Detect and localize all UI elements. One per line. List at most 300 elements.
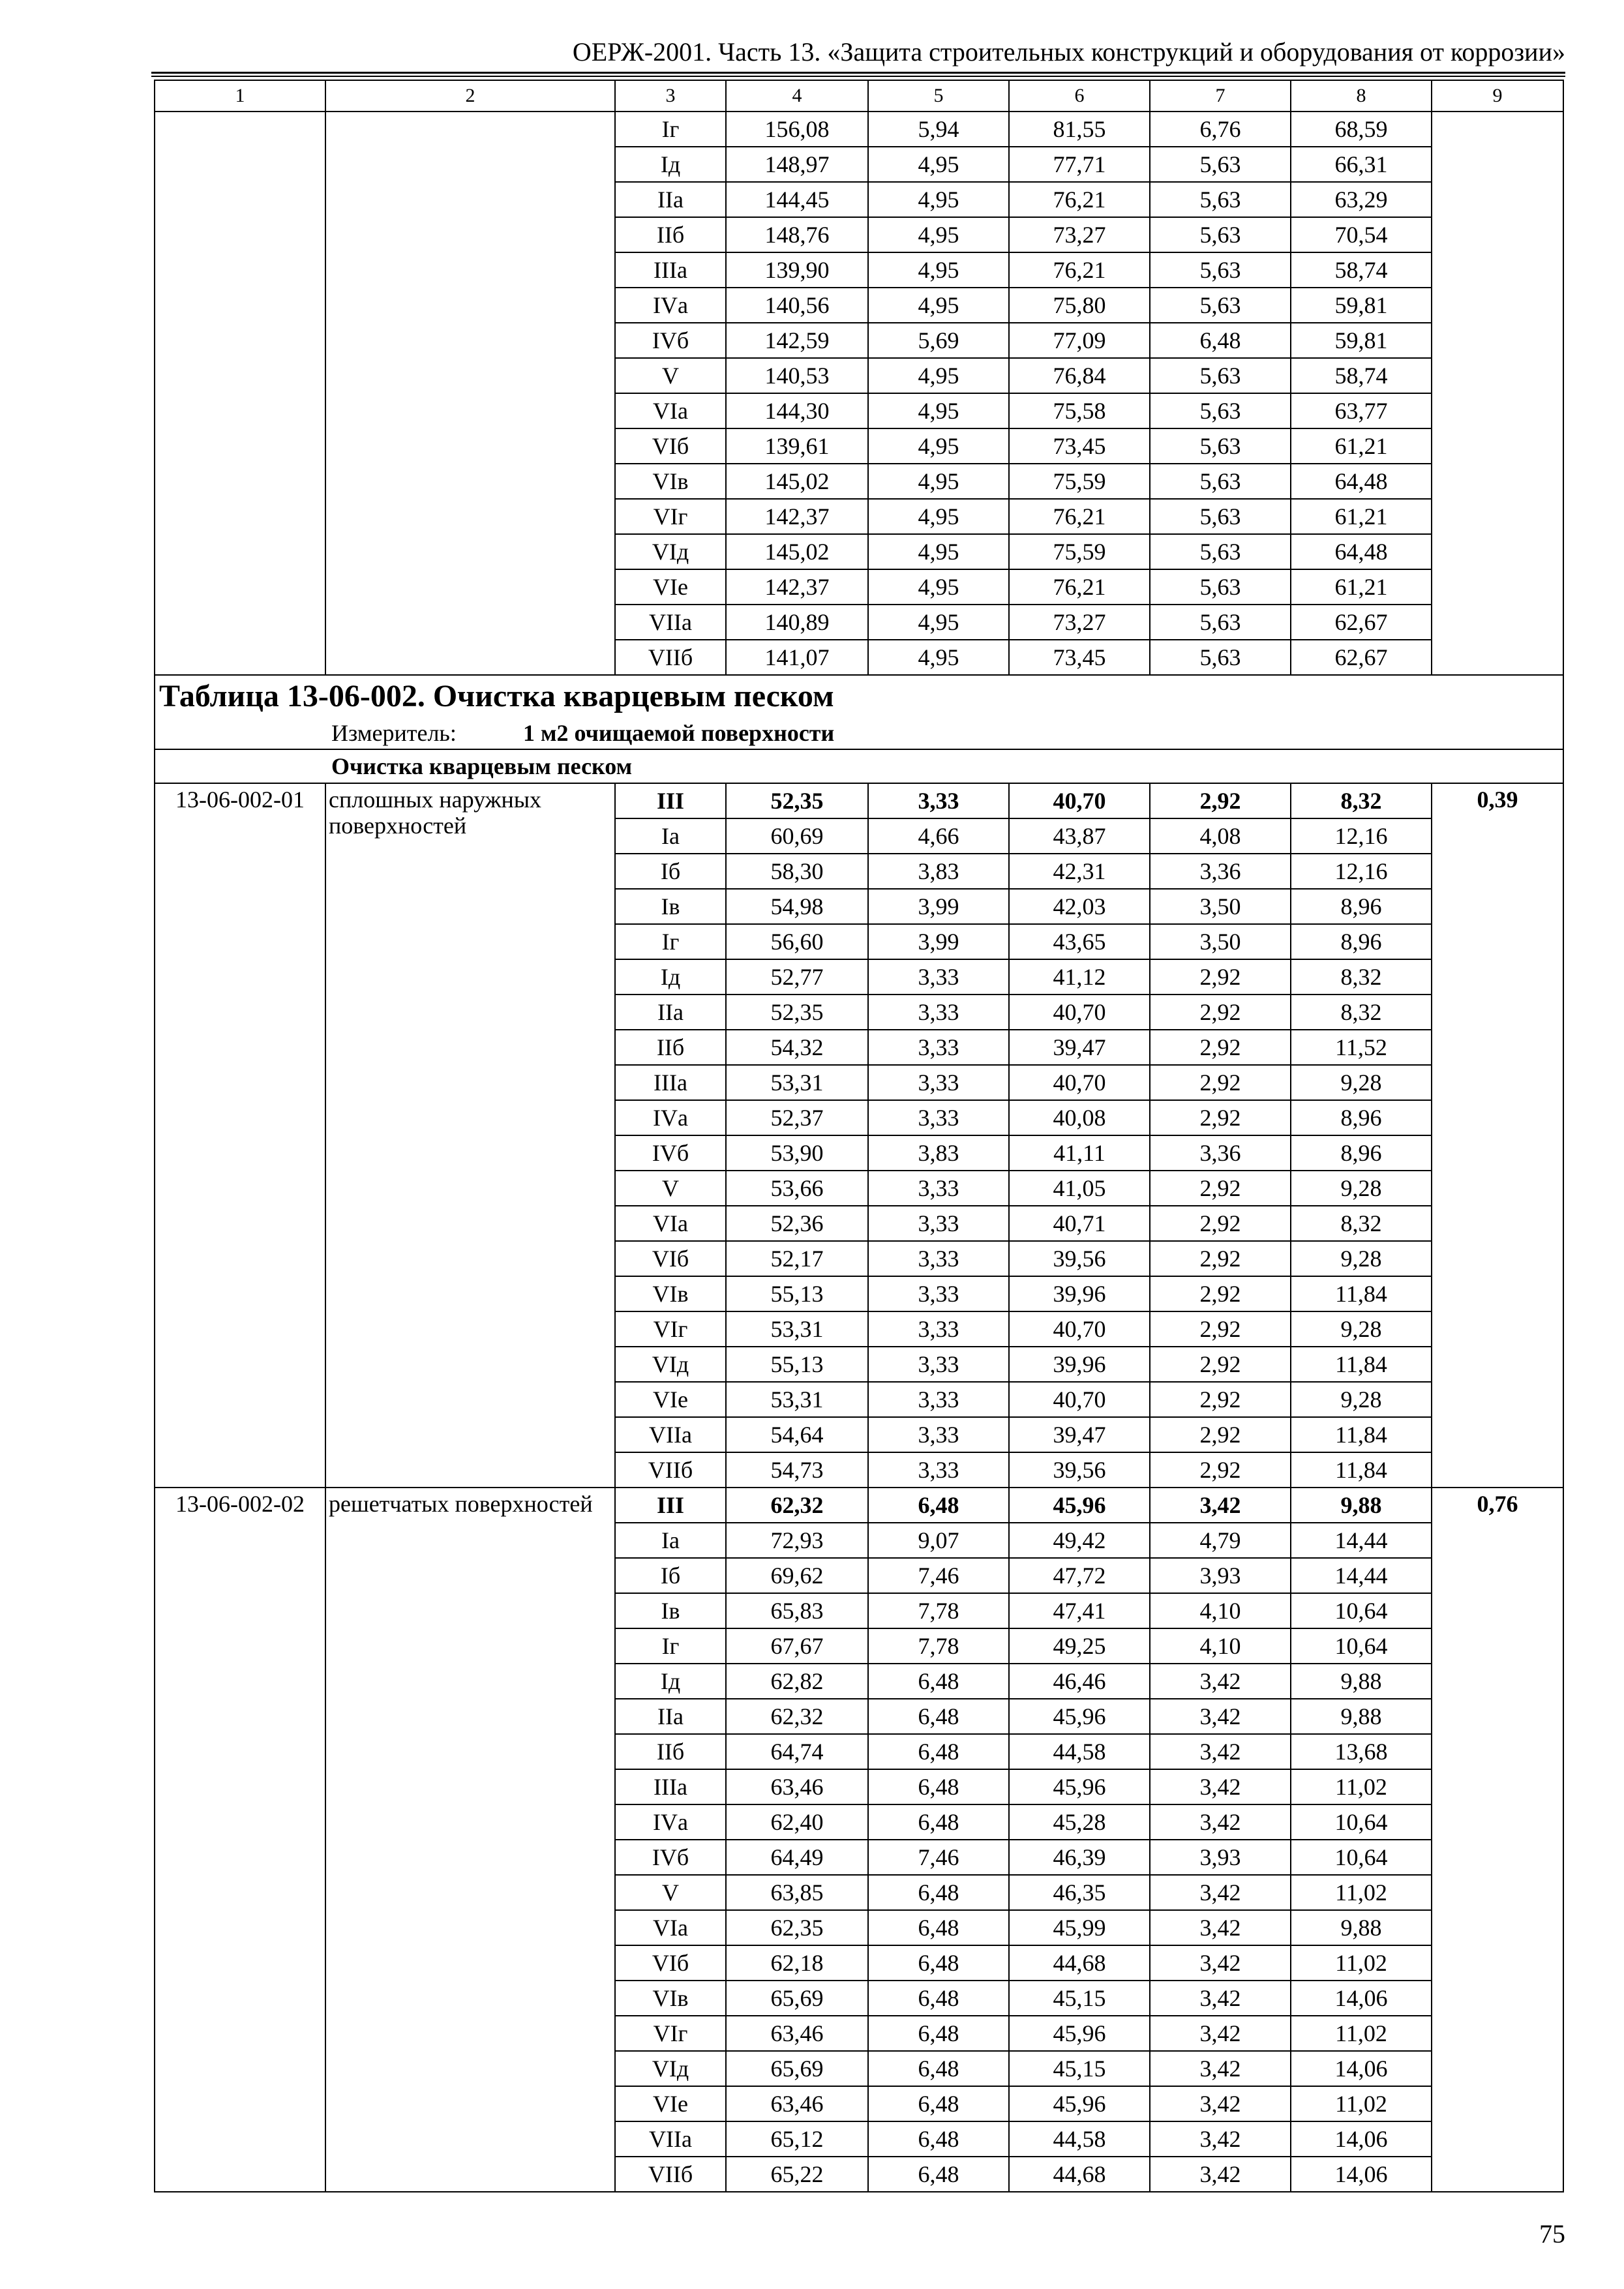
value-cell: 142,37 <box>726 569 868 605</box>
meter-value: 1 м2 очищаемой поверхности <box>523 720 835 746</box>
zone-cell: Iд <box>615 1664 726 1699</box>
value-cell: 3,50 <box>1150 889 1291 924</box>
value-cell: 4,95 <box>868 464 1009 499</box>
value-cell: 41,12 <box>1009 959 1150 995</box>
value-cell: 59,81 <box>1291 323 1432 358</box>
value-cell: 77,09 <box>1009 323 1150 358</box>
value-cell: 3,42 <box>1150 1945 1291 1981</box>
value-cell: 70,54 <box>1291 217 1432 252</box>
value-cell: 6,48 <box>868 2086 1009 2121</box>
zone-cell: IIIа <box>615 252 726 288</box>
value-cell: 3,33 <box>868 959 1009 995</box>
value-cell: 3,33 <box>868 1347 1009 1382</box>
value-cell: 52,35 <box>726 995 868 1030</box>
value-cell: 3,93 <box>1150 1558 1291 1593</box>
value-cell: 63,46 <box>726 2086 868 2121</box>
value-cell: 3,42 <box>1150 2016 1291 2051</box>
value-cell: 40,08 <box>1009 1100 1150 1135</box>
zone-cell: VIд <box>615 534 726 569</box>
value-cell: 10,64 <box>1291 1840 1432 1875</box>
value-cell: 39,56 <box>1009 1241 1150 1276</box>
value-cell: 9,07 <box>868 1523 1009 1558</box>
zone-cell: IIб <box>615 217 726 252</box>
value-cell: 5,63 <box>1150 605 1291 640</box>
value-cell: 10,64 <box>1291 1593 1432 1628</box>
value-cell: 3,42 <box>1150 1488 1291 1523</box>
value-cell: 9,28 <box>1291 1241 1432 1276</box>
value-cell: 2,92 <box>1150 1030 1291 1065</box>
zone-cell: VIа <box>615 1206 726 1241</box>
value-cell: 46,46 <box>1009 1664 1150 1699</box>
value-cell: 4,08 <box>1150 818 1291 854</box>
column-number: 3 <box>615 80 726 112</box>
zone-cell: VIIа <box>615 605 726 640</box>
value-cell: 13,68 <box>1291 1734 1432 1769</box>
value-cell: 14,06 <box>1291 2121 1432 2157</box>
value-cell: 10,64 <box>1291 1628 1432 1664</box>
value-cell: 73,27 <box>1009 217 1150 252</box>
value-cell: 4,95 <box>868 393 1009 428</box>
value-cell: 5,63 <box>1150 499 1291 534</box>
zone-cell: IIIа <box>615 1065 726 1100</box>
value-cell: 40,70 <box>1009 1382 1150 1417</box>
value-cell: 2,92 <box>1150 995 1291 1030</box>
value-cell: 5,63 <box>1150 393 1291 428</box>
value-cell: 75,80 <box>1009 288 1150 323</box>
value-cell: 4,95 <box>868 499 1009 534</box>
value-cell: 65,12 <box>726 2121 868 2157</box>
value-cell: 6,48 <box>868 1910 1009 1945</box>
zone-cell: IVб <box>615 1135 726 1171</box>
zone-cell: VIе <box>615 2086 726 2121</box>
value-cell: 45,15 <box>1009 2051 1150 2086</box>
value-cell: 3,42 <box>1150 1804 1291 1840</box>
value-cell: 11,84 <box>1291 1452 1432 1488</box>
value-cell: 76,21 <box>1009 252 1150 288</box>
value-cell: 3,33 <box>868 1171 1009 1206</box>
value-cell: 9,88 <box>1291 1488 1432 1523</box>
value-cell: 45,96 <box>1009 1488 1150 1523</box>
value-cell: 6,48 <box>1150 323 1291 358</box>
value-cell: 9,28 <box>1291 1311 1432 1347</box>
value-cell: 3,99 <box>868 889 1009 924</box>
value-cell: 67,67 <box>726 1628 868 1664</box>
zone-cell: Iа <box>615 1523 726 1558</box>
value-cell: 58,74 <box>1291 252 1432 288</box>
value-cell: 46,39 <box>1009 1840 1150 1875</box>
value-cell: 3,42 <box>1150 1875 1291 1910</box>
table-title: Таблица 13-06-002. Очистка кварцевым песком <box>155 675 1563 717</box>
zone-cell: VIб <box>615 1945 726 1981</box>
value-cell: 3,50 <box>1150 924 1291 959</box>
value-cell: 6,48 <box>868 1734 1009 1769</box>
empty-cell <box>1432 112 1563 675</box>
value-cell: 61,21 <box>1291 428 1432 464</box>
value-cell: 144,30 <box>726 393 868 428</box>
value-cell: 2,92 <box>1150 1311 1291 1347</box>
value-cell: 72,93 <box>726 1523 868 1558</box>
value-cell: 5,63 <box>1150 569 1291 605</box>
zone-cell: VIа <box>615 1910 726 1945</box>
page-number: 75 <box>1539 2219 1565 2249</box>
value-cell: 8,96 <box>1291 1100 1432 1135</box>
value-cell: 62,40 <box>726 1804 868 1840</box>
value-cell: 9,28 <box>1291 1171 1432 1206</box>
value-cell: 3,42 <box>1150 2157 1291 2192</box>
zone-cell: III <box>615 1488 726 1523</box>
column-number: 5 <box>868 80 1009 112</box>
item-col9: 0,76 <box>1432 1488 1563 2192</box>
value-cell: 141,07 <box>726 640 868 675</box>
value-cell: 76,21 <box>1009 182 1150 217</box>
value-cell: 5,63 <box>1150 147 1291 182</box>
value-cell: 45,96 <box>1009 2086 1150 2121</box>
value-cell: 44,58 <box>1009 2121 1150 2157</box>
value-cell: 5,69 <box>868 323 1009 358</box>
zone-cell: VIд <box>615 1347 726 1382</box>
value-cell: 6,48 <box>868 2051 1009 2086</box>
zone-cell: VIе <box>615 1382 726 1417</box>
value-cell: 3,42 <box>1150 2051 1291 2086</box>
value-cell: 76,21 <box>1009 569 1150 605</box>
zone-cell: IIб <box>615 1030 726 1065</box>
value-cell: 3,33 <box>868 1206 1009 1241</box>
value-cell: 39,47 <box>1009 1417 1150 1452</box>
value-cell: 3,42 <box>1150 2121 1291 2157</box>
zone-cell: Iг <box>615 924 726 959</box>
value-cell: 54,64 <box>726 1417 868 1452</box>
zone-cell: IVа <box>615 288 726 323</box>
zone-cell: Iд <box>615 959 726 995</box>
value-cell: 3,33 <box>868 1030 1009 1065</box>
meter-label: Измеритель: <box>331 720 457 746</box>
value-cell: 2,92 <box>1150 1206 1291 1241</box>
value-cell: 142,59 <box>726 323 868 358</box>
zone-cell: VIIб <box>615 2157 726 2192</box>
value-cell: 4,10 <box>1150 1593 1291 1628</box>
zone-cell: IIа <box>615 995 726 1030</box>
value-cell: 53,90 <box>726 1135 868 1171</box>
value-cell: 9,88 <box>1291 1910 1432 1945</box>
value-cell: 14,44 <box>1291 1558 1432 1593</box>
value-cell: 53,31 <box>726 1065 868 1100</box>
section-title: Очистка кварцевым песком <box>155 749 1563 783</box>
item-name: решетчатых поверхностей <box>325 1488 615 2192</box>
value-cell: 45,15 <box>1009 1981 1150 2016</box>
zone-cell: VIб <box>615 1241 726 1276</box>
value-cell: 3,42 <box>1150 1981 1291 2016</box>
value-cell: 3,93 <box>1150 1840 1291 1875</box>
value-cell: 58,30 <box>726 854 868 889</box>
value-cell: 63,46 <box>726 1769 868 1804</box>
header-rule <box>151 72 1565 74</box>
zone-cell: VIIа <box>615 2121 726 2157</box>
value-cell: 3,42 <box>1150 1734 1291 1769</box>
zone-cell: VIг <box>615 1311 726 1347</box>
value-cell: 139,90 <box>726 252 868 288</box>
value-cell: 54,73 <box>726 1452 868 1488</box>
zone-cell: Iг <box>615 112 726 147</box>
value-cell: 2,92 <box>1150 1100 1291 1135</box>
value-cell: 3,83 <box>868 854 1009 889</box>
value-cell: 6,48 <box>868 1699 1009 1734</box>
value-cell: 2,92 <box>1150 1347 1291 1382</box>
value-cell: 2,92 <box>1150 959 1291 995</box>
value-cell: 3,42 <box>1150 1664 1291 1699</box>
value-cell: 140,56 <box>726 288 868 323</box>
value-cell: 62,32 <box>726 1699 868 1734</box>
value-cell: 5,63 <box>1150 534 1291 569</box>
value-cell: 139,61 <box>726 428 868 464</box>
value-cell: 62,67 <box>1291 640 1432 675</box>
value-cell: 2,92 <box>1150 1382 1291 1417</box>
value-cell: 144,45 <box>726 182 868 217</box>
value-cell: 61,21 <box>1291 569 1432 605</box>
value-cell: 65,83 <box>726 1593 868 1628</box>
value-cell: 39,96 <box>1009 1347 1150 1382</box>
value-cell: 62,35 <box>726 1910 868 1945</box>
value-cell: 4,10 <box>1150 1628 1291 1664</box>
value-cell: 6,48 <box>868 1488 1009 1523</box>
value-cell: 75,59 <box>1009 464 1150 499</box>
value-cell: 63,46 <box>726 2016 868 2051</box>
zone-cell: Iв <box>615 889 726 924</box>
value-cell: 8,32 <box>1291 959 1432 995</box>
value-cell: 11,02 <box>1291 2086 1432 2121</box>
value-cell: 3,33 <box>868 1452 1009 1488</box>
value-cell: 5,63 <box>1150 252 1291 288</box>
zone-cell: Iб <box>615 854 726 889</box>
value-cell: 49,25 <box>1009 1628 1150 1664</box>
value-cell: 9,88 <box>1291 1699 1432 1734</box>
value-cell: 3,42 <box>1150 1769 1291 1804</box>
value-cell: 65,22 <box>726 2157 868 2192</box>
value-cell: 44,68 <box>1009 1945 1150 1981</box>
meter-row <box>155 717 1563 749</box>
zone-cell: VIг <box>615 2016 726 2051</box>
value-cell: 3,42 <box>1150 1910 1291 1945</box>
value-cell: 3,36 <box>1150 854 1291 889</box>
value-cell: 52,36 <box>726 1206 868 1241</box>
value-cell: 40,70 <box>1009 783 1150 818</box>
zone-cell: VIв <box>615 1276 726 1311</box>
zone-cell: V <box>615 1171 726 1206</box>
value-cell: 3,33 <box>868 1382 1009 1417</box>
value-cell: 3,33 <box>868 1417 1009 1452</box>
value-cell: 4,95 <box>868 534 1009 569</box>
value-cell: 55,13 <box>726 1276 868 1311</box>
rates-table <box>154 80 1564 2192</box>
value-cell: 47,72 <box>1009 1558 1150 1593</box>
value-cell: 142,37 <box>726 499 868 534</box>
value-cell: 3,83 <box>868 1135 1009 1171</box>
value-cell: 2,92 <box>1150 1171 1291 1206</box>
value-cell: 56,60 <box>726 924 868 959</box>
value-cell: 5,63 <box>1150 428 1291 464</box>
value-cell: 12,16 <box>1291 818 1432 854</box>
value-cell: 2,92 <box>1150 783 1291 818</box>
value-cell: 73,27 <box>1009 605 1150 640</box>
value-cell: 4,79 <box>1150 1523 1291 1558</box>
table-row <box>155 112 1563 147</box>
value-cell: 2,92 <box>1150 1241 1291 1276</box>
value-cell: 145,02 <box>726 464 868 499</box>
value-cell: 6,76 <box>1150 112 1291 147</box>
table-row <box>155 1488 1563 1523</box>
value-cell: 3,33 <box>868 783 1009 818</box>
zone-cell: VIа <box>615 393 726 428</box>
value-cell: 8,32 <box>1291 783 1432 818</box>
value-cell: 3,33 <box>868 1241 1009 1276</box>
zone-cell: Iв <box>615 1593 726 1628</box>
value-cell: 7,78 <box>868 1593 1009 1628</box>
value-cell: 42,31 <box>1009 854 1150 889</box>
column-number: 6 <box>1009 80 1150 112</box>
value-cell: 64,49 <box>726 1840 868 1875</box>
value-cell: 8,32 <box>1291 995 1432 1030</box>
column-number: 7 <box>1150 80 1291 112</box>
value-cell: 73,45 <box>1009 428 1150 464</box>
value-cell: 55,13 <box>726 1347 868 1382</box>
column-number: 1 <box>155 80 325 112</box>
item-col9: 0,39 <box>1432 783 1563 1488</box>
value-cell: 4,95 <box>868 358 1009 393</box>
zone-cell: VIв <box>615 464 726 499</box>
value-cell: 4,95 <box>868 569 1009 605</box>
value-cell: 5,63 <box>1150 288 1291 323</box>
value-cell: 2,92 <box>1150 1452 1291 1488</box>
zone-cell: Iб <box>615 1558 726 1593</box>
value-cell: 65,69 <box>726 2051 868 2086</box>
value-cell: 76,21 <box>1009 499 1150 534</box>
value-cell: 3,33 <box>868 1065 1009 1100</box>
zone-cell: VIIб <box>615 640 726 675</box>
value-cell: 140,53 <box>726 358 868 393</box>
value-cell: 40,70 <box>1009 1065 1150 1100</box>
value-cell: 76,84 <box>1009 358 1150 393</box>
value-cell: 53,31 <box>726 1311 868 1347</box>
value-cell: 73,45 <box>1009 640 1150 675</box>
value-cell: 14,06 <box>1291 1981 1432 2016</box>
value-cell: 5,63 <box>1150 464 1291 499</box>
value-cell: 4,95 <box>868 428 1009 464</box>
value-cell: 4,95 <box>868 605 1009 640</box>
value-cell: 11,52 <box>1291 1030 1432 1065</box>
value-cell: 45,96 <box>1009 1699 1150 1734</box>
value-cell: 11,02 <box>1291 2016 1432 2051</box>
value-cell: 3,33 <box>868 1311 1009 1347</box>
column-number: 2 <box>325 80 615 112</box>
value-cell: 9,28 <box>1291 1065 1432 1100</box>
zone-cell: VIIб <box>615 1452 726 1488</box>
value-cell: 52,37 <box>726 1100 868 1135</box>
value-cell: 12,16 <box>1291 854 1432 889</box>
value-cell: 52,17 <box>726 1241 868 1276</box>
value-cell: 6,48 <box>868 1945 1009 1981</box>
value-cell: 9,28 <box>1291 1382 1432 1417</box>
table-row <box>155 783 1563 818</box>
value-cell: 8,96 <box>1291 924 1432 959</box>
value-cell: 45,99 <box>1009 1910 1150 1945</box>
value-cell: 5,63 <box>1150 358 1291 393</box>
value-cell: 43,65 <box>1009 924 1150 959</box>
value-cell: 65,69 <box>726 1981 868 2016</box>
value-cell: 3,42 <box>1150 1699 1291 1734</box>
zone-cell: IVб <box>615 1840 726 1875</box>
value-cell: 8,32 <box>1291 1206 1432 1241</box>
value-cell: 6,48 <box>868 1804 1009 1840</box>
value-cell: 9,88 <box>1291 1664 1432 1699</box>
value-cell: 4,95 <box>868 217 1009 252</box>
value-cell: 6,48 <box>868 2121 1009 2157</box>
item-name: сплошных наружных поверхностей <box>325 783 615 1488</box>
value-cell: 14,44 <box>1291 1523 1432 1558</box>
zone-cell: IIа <box>615 182 726 217</box>
zone-cell: IIIа <box>615 1769 726 1804</box>
value-cell: 66,31 <box>1291 147 1432 182</box>
header-rule-thin <box>151 76 1565 77</box>
value-cell: 8,96 <box>1291 1135 1432 1171</box>
value-cell: 145,02 <box>726 534 868 569</box>
value-cell: 14,06 <box>1291 2157 1432 2192</box>
value-cell: 6,48 <box>868 1664 1009 1699</box>
value-cell: 5,63 <box>1150 182 1291 217</box>
value-cell: 148,76 <box>726 217 868 252</box>
value-cell: 46,35 <box>1009 1875 1150 1910</box>
value-cell: 148,97 <box>726 147 868 182</box>
value-cell: 64,48 <box>1291 534 1432 569</box>
value-cell: 61,21 <box>1291 499 1432 534</box>
zone-cell: III <box>615 783 726 818</box>
empty-cell <box>155 112 325 675</box>
value-cell: 54,32 <box>726 1030 868 1065</box>
value-cell: 11,84 <box>1291 1347 1432 1382</box>
value-cell: 53,66 <box>726 1171 868 1206</box>
value-cell: 41,11 <box>1009 1135 1150 1171</box>
value-cell: 62,18 <box>726 1945 868 1981</box>
value-cell: 42,03 <box>1009 889 1150 924</box>
zone-cell: IVа <box>615 1804 726 1840</box>
value-cell: 14,06 <box>1291 2051 1432 2086</box>
value-cell: 75,58 <box>1009 393 1150 428</box>
value-cell: 39,56 <box>1009 1452 1150 1488</box>
empty-cell <box>325 112 615 675</box>
column-number-row <box>155 80 1563 112</box>
value-cell: 11,84 <box>1291 1276 1432 1311</box>
value-cell: 63,29 <box>1291 182 1432 217</box>
zone-cell: Iа <box>615 818 726 854</box>
value-cell: 7,46 <box>868 1840 1009 1875</box>
value-cell: 11,02 <box>1291 1945 1432 1981</box>
value-cell: 63,77 <box>1291 393 1432 428</box>
zone-cell: VIд <box>615 2051 726 2086</box>
value-cell: 64,48 <box>1291 464 1432 499</box>
value-cell: 58,74 <box>1291 358 1432 393</box>
zone-cell: IIа <box>615 1699 726 1734</box>
value-cell: 5,63 <box>1150 217 1291 252</box>
value-cell: 11,02 <box>1291 1875 1432 1910</box>
value-cell: 40,70 <box>1009 995 1150 1030</box>
value-cell: 10,64 <box>1291 1804 1432 1840</box>
value-cell: 3,33 <box>868 1100 1009 1135</box>
value-cell: 4,95 <box>868 640 1009 675</box>
value-cell: 2,92 <box>1150 1276 1291 1311</box>
zone-cell: IVа <box>615 1100 726 1135</box>
value-cell: 69,62 <box>726 1558 868 1593</box>
value-cell: 2,92 <box>1150 1065 1291 1100</box>
value-cell: 5,94 <box>868 112 1009 147</box>
zone-cell: VIг <box>615 499 726 534</box>
